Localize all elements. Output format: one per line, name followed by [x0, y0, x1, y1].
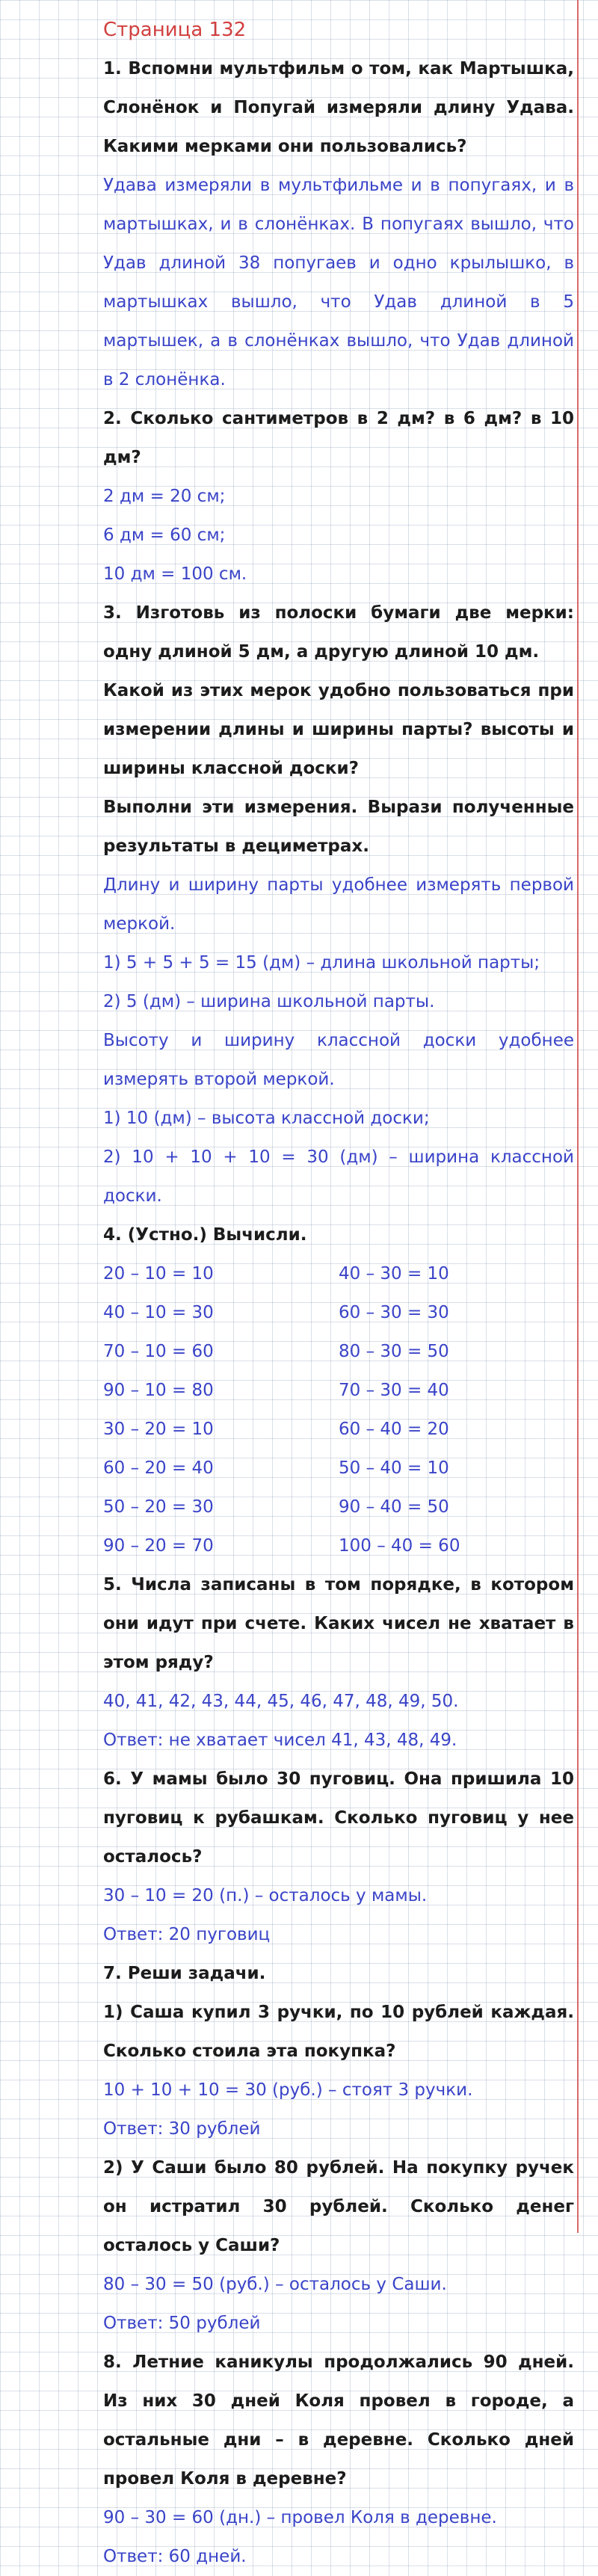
task-5-answer: Ответ: не хватает чисел 41, 43, 48, 49. — [103, 1731, 457, 1750]
task-6-question: 6. У мамы было 30 пуговиц. Она пришила 10 пуговиц к рубашкам. Сколько пуговиц у нее осталось? — [103, 1769, 574, 1867]
expression: 60 – 40 = 20 — [339, 1420, 449, 1439]
task-3-answer-line: Высоту и ширину классной доски удобнее измерять второй меркой. — [103, 1031, 574, 1089]
task-2-question: 2. Сколько сантиметров в 2 дм? в 6 дм? в 10 дм? — [103, 409, 574, 467]
task-3-question: 3. Изготовь из полоски бумаги две мерки: одну длиной 5 дм, а другую длиной 10 дм. — [103, 603, 574, 662]
task-5-number-row: 40, 41, 42, 43, 44, 45, 46, 47, 48, 49, 50. — [103, 1692, 459, 1711]
margin-line — [577, 0, 579, 2233]
task-4-columns — [103, 1254, 574, 1565]
task-3-answer-line: 1) 5 + 5 + 5 = 15 (дм) – длина школьной парты; — [103, 953, 540, 973]
expression: 20 – 10 = 10 — [103, 1264, 214, 1284]
expression: 60 – 30 = 30 — [339, 1303, 449, 1322]
expression: 90 – 20 = 70 — [103, 1536, 214, 1556]
task-3-question: Выполни эти измерения. Вырази полученные результаты в дециметрах. — [103, 798, 574, 856]
expression: 100 – 40 = 60 — [339, 1536, 460, 1556]
task-8-answer: Ответ: 60 дней. — [103, 2547, 247, 2566]
expression: 90 – 10 = 80 — [103, 1381, 214, 1400]
expression: 70 – 30 = 40 — [339, 1381, 449, 1400]
task-5-question: 5. Числа записаны в том порядке, в котором они идут при счете. Каких чисел не хватает в этом ряду? — [103, 1575, 574, 1672]
task-3-answer-line: 2) 5 (дм) – ширина школьной парты. — [103, 992, 435, 1011]
expression: 70 – 10 = 60 — [103, 1342, 214, 1361]
task-7-2-answer: Ответ: 50 рублей — [103, 2314, 261, 2333]
task-7-1-solution: 10 + 10 + 10 = 30 (руб.) – стоят 3 ручки. — [103, 2080, 473, 2100]
task-4-question: 4. (Устно.) Вычисли. — [103, 1225, 307, 1245]
expression: 60 – 20 = 40 — [103, 1458, 214, 1478]
task-7-heading: 7. Реши задачи. — [103, 1964, 266, 1983]
expression: 90 – 40 = 50 — [339, 1497, 449, 1517]
task-1-answer: Удава измеряли в мультфильме и в попугаях, и в мартышках, и в слонёнках. В попугаях вышло, что Удав длиной 38 попугаев и одно крылышко, в мартышках вышло, что Удав длиной в 5 мартышек, а в слонёнках вышло, что Удав длиной в 2 слонёнка. — [103, 176, 574, 389]
task-2-answer-line: 10 дм = 100 см. — [103, 564, 247, 584]
expression: 50 – 20 = 30 — [103, 1497, 214, 1517]
task-3-answer-line: Длину и ширину парты удобнее измерять первой меркой. — [103, 875, 574, 934]
expression: 40 – 30 = 10 — [339, 1264, 449, 1284]
expression: 50 – 40 = 10 — [339, 1458, 449, 1478]
expression: 80 – 30 = 50 — [339, 1342, 449, 1361]
task-7-2-solution: 80 – 30 = 50 (руб.) – осталось у Саши. — [103, 2275, 447, 2294]
task-6-solution: 30 – 10 = 20 (п.) – осталось у мамы. — [103, 1886, 428, 1905]
expression: 40 – 10 = 30 — [103, 1303, 214, 1322]
task-4-right-column — [339, 1254, 574, 1565]
task-1-question: 1. Вспомни мультфильм о том, как Мартышка, Слонёнок и Попугай измеряли длину Удава. Какими мерками они пользовались? — [103, 59, 574, 156]
task-7-1-answer: Ответ: 30 рублей — [103, 2119, 261, 2139]
task-3-answer-line: 2) 10 + 10 + 10 = 30 (дм) – ширина классной доски. — [103, 1147, 574, 1206]
task-2-answer-line: 2 дм = 20 см; — [103, 487, 226, 506]
task-2-answer-line: 6 дм = 60 см; — [103, 526, 226, 545]
task-8-solution: 90 – 30 = 60 (дн.) – провел Коля в деревне. — [103, 2508, 497, 2527]
task-7-2-question: 2) У Саши было 80 рублей. На покупку ручек он истратил 30 рублей. Сколько денег осталось у Саши? — [103, 2158, 574, 2255]
task-7-1-question: 1) Саша купил 3 ручки, по 10 рублей каждая. Сколько стоила эта покупка? — [103, 2003, 574, 2061]
task-6-answer: Ответ: 20 пуговиц — [103, 1925, 271, 1944]
page-title: Страница 132 — [103, 19, 247, 41]
homework-page — [103, 15, 574, 2576]
task-3-answer-line: 1) 10 (дм) – высота классной доски; — [103, 1109, 430, 1128]
task-8-question: 8. Летние каникулы продолжались 90 дней. Из них 30 дней Коля провел в городе, а остальные дни – в деревне. Сколько дней провел Коля в деревне? — [103, 2352, 574, 2489]
expression: 30 – 20 = 10 — [103, 1420, 214, 1439]
task-3-question: Какой из этих мерок удобно пользоваться при измерении длины и ширины парты? высоты и ширины классной доски? — [103, 681, 574, 778]
task-4-left-column — [103, 1254, 339, 1565]
